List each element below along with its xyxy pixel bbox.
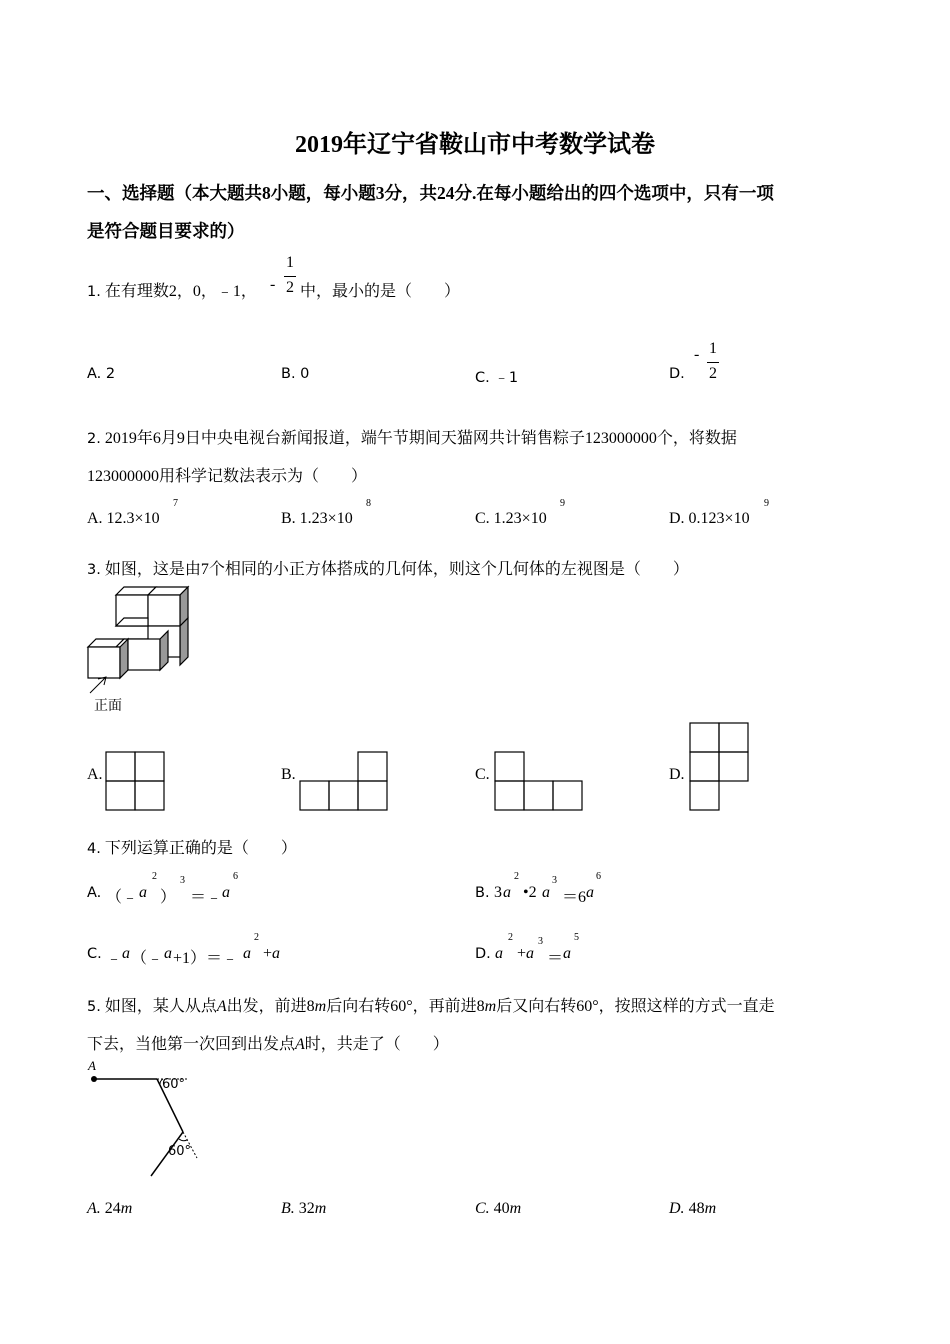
question-2-line2: 123000000用科学记数法表示为（ ） — [87, 468, 368, 485]
section-header-line2: 是符合题目要求的） — [87, 221, 245, 241]
question-text: 后向右转60°，再前进8 — [326, 998, 485, 1015]
point-a: A — [295, 1036, 305, 1053]
var-a: a — [122, 945, 130, 962]
question-5-line2 — [87, 1031, 449, 1054]
exponent: 3 — [180, 875, 185, 886]
q1-option-b[interactable]: B. 0 — [281, 366, 310, 382]
question-text: 下列运算正确的是（ ） — [104, 840, 297, 857]
option-value: 32 — [298, 1200, 315, 1217]
page-title: 2019年辽宁省鞍山市中考数学试卷 — [295, 132, 655, 158]
option-value: 48 — [688, 1200, 705, 1217]
q5-option-c[interactable] — [475, 1200, 521, 1218]
section-header-line1: 一、选择题（本大题共8小题，每小题3分，共24分.在每小题给出的四个选项中，只有一项 — [87, 183, 774, 203]
exponent: 6 — [596, 871, 601, 882]
fraction-denominator: 2 — [709, 365, 717, 382]
var-a: a — [495, 945, 503, 962]
option-label: A. — [87, 885, 102, 901]
question-4 — [87, 835, 297, 858]
option-label: B. — [475, 885, 490, 901]
front-view-label: 正面 — [94, 698, 122, 714]
option-label: C. — [475, 1200, 490, 1217]
fraction-minus: - — [694, 346, 700, 363]
figure-point-a: A — [88, 1058, 96, 1073]
expr-part: +1）＝﹣ — [173, 950, 239, 967]
fraction-bar — [284, 276, 296, 277]
angle-label-2: 60° — [168, 1144, 192, 1159]
q3-option-b-figure[interactable] — [300, 752, 390, 812]
option-value: 40 — [493, 1200, 510, 1217]
q5-option-a[interactable] — [87, 1200, 132, 1218]
expr-part: ＝6 — [562, 889, 587, 906]
exponent: 5 — [574, 932, 579, 943]
exponent: 2 — [254, 932, 259, 943]
expr-part: ） — [160, 889, 177, 906]
q3-option-d-label[interactable]: D. — [669, 766, 685, 783]
question-2 — [87, 425, 737, 448]
var-a: a — [563, 945, 571, 962]
expr-part: •2 — [523, 884, 537, 901]
var-a: a — [222, 884, 230, 901]
q3-option-b-label[interactable]: B. — [281, 766, 296, 783]
question-text: 出发，前进8 — [226, 998, 315, 1015]
q1-option-c[interactable]: C. ﹣1 — [475, 370, 519, 386]
q3-option-a-label[interactable]: A. — [87, 766, 103, 783]
question-number: 5. — [87, 999, 101, 1015]
option-text: D. 0.123×10 — [669, 510, 750, 527]
expr-part: 3 — [494, 884, 502, 901]
exponent: 2 — [152, 871, 157, 882]
unit-m: m — [314, 1200, 327, 1217]
q5-option-d[interactable] — [669, 1200, 716, 1218]
var-a: a — [243, 945, 251, 962]
question-1 — [87, 278, 257, 301]
exponent: 2 — [508, 932, 513, 943]
question-number: 1. — [87, 284, 101, 300]
unit-m: m — [484, 998, 497, 1015]
angle-label-1: 60° — [162, 1077, 186, 1092]
expr-part: （﹣ — [131, 950, 164, 967]
q3-option-d-figure[interactable] — [690, 723, 750, 813]
exponent: 6 — [233, 871, 238, 882]
exponent: 7 — [173, 498, 178, 509]
question-text: 如图，这是由7个相同的小正方体搭成的几何体，则这个几何体的左视图是（ ） — [104, 561, 689, 578]
q1-option-a[interactable]: A. 2 — [87, 366, 116, 382]
var-a: a — [164, 945, 172, 962]
exponent: 3 — [552, 875, 557, 886]
expr-part: ﹣ — [106, 950, 123, 967]
expr-part: ＝ — [547, 950, 564, 967]
question-text: 时，共走了（ ） — [304, 1036, 449, 1053]
option-label: D. — [669, 1200, 685, 1217]
exponent: 8 — [366, 498, 371, 509]
expr-part: ＝﹣ — [190, 889, 223, 906]
question-text: 后又向右转60°，按照这样的方式一直走 — [496, 998, 775, 1015]
exponent: 2 — [514, 871, 519, 882]
var-a: a — [586, 884, 594, 901]
question-text: 中，最小的是（ ） — [300, 283, 461, 300]
var-a: a — [272, 945, 280, 962]
exponent: 9 — [764, 498, 769, 509]
fraction-numerator: 1 — [286, 254, 294, 271]
expr-part: + — [263, 945, 273, 962]
unit-m: m — [314, 998, 327, 1015]
fraction-numerator: 1 — [709, 340, 717, 357]
question-text: 在有理数2，0，﹣1， — [104, 283, 257, 300]
question-text: 如图，某人从点 — [104, 998, 217, 1015]
option-label: D. — [475, 946, 491, 962]
option-value: 24 — [104, 1200, 121, 1217]
walking-path-figure — [85, 1062, 215, 1182]
expr-part: + — [517, 945, 527, 962]
expr-part: （﹣ — [106, 889, 139, 906]
var-a: a — [139, 884, 147, 901]
question-5 — [87, 993, 775, 1016]
option-text: B. 1.23×10 — [281, 510, 353, 527]
var-a: a — [542, 884, 550, 901]
question-number: 2. — [87, 431, 101, 447]
question-text: 下去，当他第一次回到出发点 — [87, 1036, 296, 1053]
var-a: a — [503, 884, 511, 901]
q3-option-c-figure[interactable] — [495, 752, 585, 812]
question-3 — [87, 556, 689, 579]
q3-option-c-label[interactable]: C. — [475, 766, 490, 783]
option-label: A. — [87, 1200, 101, 1217]
q5-option-b[interactable] — [281, 1200, 326, 1218]
option-label: D. — [669, 366, 685, 382]
question-number: 4. — [87, 841, 101, 857]
option-label: C. — [87, 946, 102, 962]
exponent: 9 — [560, 498, 565, 509]
point-a: A — [216, 998, 227, 1015]
question-text: 2019年6月9日中央电视台新闻报道，端午节期间天猫网共计销售粽子123000000个，将数据 — [104, 430, 737, 447]
q3-option-a-figure[interactable] — [106, 752, 166, 812]
option-label: B. — [281, 1200, 295, 1217]
fraction-bar — [707, 362, 719, 363]
var-a: a — [526, 945, 534, 962]
exponent: 3 — [538, 936, 543, 947]
unit-m: m — [704, 1200, 717, 1217]
unit-m: m — [120, 1200, 133, 1217]
option-text: A. 12.3×10 — [87, 510, 160, 527]
fraction-minus: - — [270, 276, 276, 293]
unit-m: m — [509, 1200, 522, 1217]
option-text: C. 1.23×10 — [475, 510, 547, 527]
fraction-denominator: 2 — [286, 279, 294, 296]
question-number: 3. — [87, 562, 101, 578]
